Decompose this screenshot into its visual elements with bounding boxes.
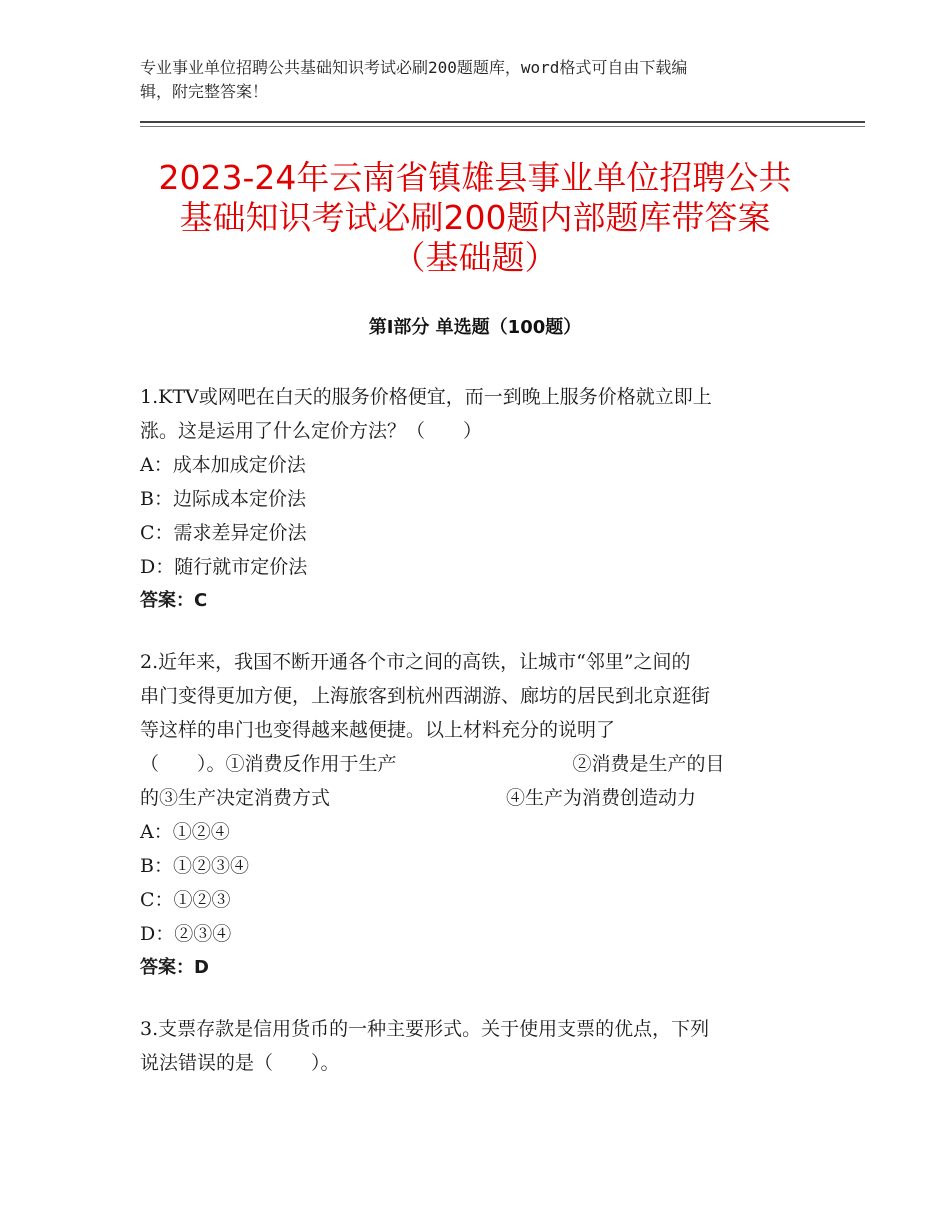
question-1-option-a: A：成本加成定价法 [140, 454, 306, 476]
question-2-answer: 答案：D [140, 957, 209, 978]
question-2-line-4-part-2: ②消费是生产的目 [572, 753, 725, 775]
question-1-option-d: D：随行就市定价法 [140, 556, 308, 578]
document-title [120, 158, 830, 278]
question-2-option-c: C：①②③ [140, 889, 231, 911]
question-3-line-1: 3.支票存款是信用货币的一种主要形式。关于使用支票的优点，下列 [140, 1018, 710, 1040]
question-2-option-b: B：①②③④ [140, 855, 249, 877]
question-3-stem [140, 1012, 800, 1080]
question-2-line-2: 串门变得更加方便，上海旅客到杭州西湖游、廊坊的居民到北京逛街 [140, 685, 711, 707]
section-title: 第Ⅰ部分 单选题（100题） [368, 317, 582, 338]
question-1-stem [140, 380, 800, 448]
question-list [140, 380, 800, 1107]
question-2 [140, 645, 800, 985]
question-2-line-4-part-1: （ ）。①消费反作用于生产 [140, 753, 397, 775]
question-3-line-2: 说法错误的是（ ）。 [140, 1052, 340, 1074]
title-line-1: 2023-24年云南省镇雄县事业单位招聘公共 [158, 158, 792, 197]
question-2-line-5 [140, 781, 800, 815]
question-3 [140, 1012, 800, 1080]
question-2-line-5-part-1: 的③生产决定消费方式 [140, 787, 331, 809]
question-2-option-d: D：②③④ [140, 923, 232, 945]
question-1-line-1: 1.KTV或网吧在白天的服务价格便宜，而一到晚上服务价格就立即上 [140, 386, 712, 408]
question-1-option-b: B：边际成本定价法 [140, 488, 306, 510]
question-2-stem [140, 645, 800, 815]
question-2-line-5-part-2: ④生产为消费创造动力 [506, 787, 697, 809]
header-note [140, 56, 780, 104]
question-1 [140, 380, 800, 618]
question-2-line-4 [140, 747, 800, 781]
header-note-line-2: 辑，附完整答案！ [140, 82, 269, 101]
header-divider-thick [140, 121, 865, 123]
question-2-line-1: 2.近年来，我国不断开通各个市之间的高铁，让城市“邻里”之间的 [140, 651, 691, 673]
header-note-line-1: 专业事业单位招聘公共基础知识考试必刷200题题库，word格式可自由下载编 [140, 58, 688, 77]
question-2-option-a: A：①②④ [140, 821, 230, 843]
question-2-line-3: 等这样的串门也变得越来越便捷。以上材料充分的说明了 [140, 719, 616, 741]
title-line-3: （基础题） [392, 238, 558, 277]
title-line-2: 基础知识考试必刷200题内部题库带答案 [179, 198, 771, 237]
question-1-option-c: C：需求差异定价法 [140, 522, 307, 544]
question-1-answer: 答案：C [140, 590, 208, 611]
question-1-line-2: 涨。这是运用了什么定价方法？（ ） [140, 420, 483, 442]
header-divider-thin [140, 126, 865, 127]
